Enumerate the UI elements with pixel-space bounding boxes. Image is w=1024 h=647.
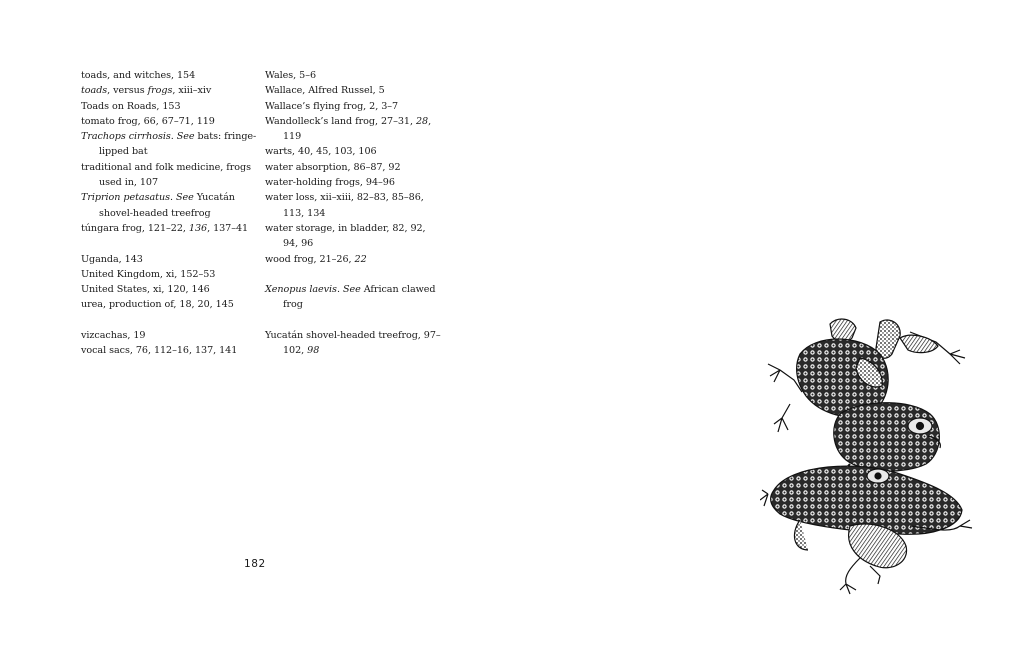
index-entry-text: water storage, in bladder, 82, 92, 94, 96 (265, 222, 426, 250)
index-entry (265, 221, 443, 252)
index-entry-text: 28 (415, 115, 429, 127)
index-entry-text: Yucatán shovel-headed treefrog (99, 192, 235, 219)
lowest-toad (840, 524, 907, 594)
index-entry-text: Wales, 5–6 (265, 70, 317, 81)
index-entry-text: traditional and folk medicine, frogs used in, 107 (81, 161, 251, 189)
index-entry-text: toads (81, 85, 108, 97)
index-column-left (81, 68, 259, 359)
index-entry (265, 83, 443, 98)
index-section-gap (265, 313, 443, 328)
index-entry (81, 267, 259, 282)
index-entry-text: Toads on Roads, 153 (81, 100, 181, 112)
index-section-gap (81, 313, 259, 328)
index-entry-text: . (170, 131, 177, 143)
index-entry-text: warts, 40, 45, 103, 106 (265, 146, 377, 158)
index-entry (81, 343, 259, 358)
index-section-gap (265, 267, 443, 282)
stacked-toads-illustration (760, 314, 974, 596)
index-entry-text: water absorption, 86–87, 92 (265, 161, 401, 173)
index-entry-text: 22 (354, 253, 367, 265)
index-entry-text: , xiii–xiv (172, 85, 212, 97)
index-entry-text: . (169, 192, 176, 204)
index-entry (265, 114, 443, 145)
page-number: 182 (244, 558, 266, 570)
index-entry-text: Triprion petasatus (81, 192, 170, 204)
index-entry (81, 221, 259, 236)
index-entry (81, 190, 259, 221)
index-entry-text: Wandolleck’s land frog, 27–31, (265, 115, 416, 127)
index-entry-text: United Kingdom, xi, 152–53 (81, 268, 216, 280)
index-entry (81, 160, 259, 191)
index-entry-text: bats: fringe-lipped bat (99, 131, 257, 158)
index-entry (81, 328, 259, 343)
index-entry-text: See (175, 192, 194, 204)
index-entry-text: toads, and witches, 154 (81, 70, 196, 81)
index-entry-text: water-holding frogs, 94–96 (265, 177, 395, 189)
index-entry-text: túngara frog, 121–22, (81, 222, 189, 234)
index-entry-text: , 137–41 (207, 222, 249, 234)
index-entry-text: urea, production of, 18, 20, 145 (81, 299, 234, 311)
index-entry (81, 282, 259, 297)
index-entry (265, 160, 443, 175)
index-entry-text: See (176, 131, 195, 143)
index-entry-text: Uganda, 143 (81, 253, 143, 265)
index-entry-text: Wallace, Alfred Russel, 5 (265, 85, 385, 97)
index-entry (265, 282, 443, 313)
index-entry (81, 252, 259, 267)
index-entry-text: African clawed frog (283, 284, 436, 311)
index-entry (81, 83, 259, 98)
index-column-right (265, 68, 443, 359)
index-entry (265, 175, 443, 190)
index-entry-text: Yucatán shovel-headed treefrog, 97–102, (265, 330, 441, 357)
index-entry-text: frogs (147, 85, 173, 97)
index-entry-text: , 119 (283, 115, 432, 143)
index-entry (81, 129, 259, 160)
index-entry (265, 99, 443, 114)
index-section-gap (81, 236, 259, 251)
index-entry-text: Trachops cirrhosis (81, 131, 171, 143)
index-entry (81, 68, 259, 83)
index-entry-text: See (342, 284, 361, 296)
index-entry-text: tomato frog, 66, 67–71, 119 (81, 115, 215, 127)
index-entry (265, 252, 443, 267)
index-entry-text: wood frog, 21–26, (265, 253, 355, 265)
index-entry (265, 328, 443, 359)
index-entry-text: vocal sacs, 76, 112–16, 137, 141 (81, 345, 238, 357)
index-entry-text: vizcachas, 19 (81, 330, 146, 342)
index-entry-text: United States, xi, 120, 146 (81, 284, 210, 296)
index-entry-text: water loss, xii–xiii, 82–83, 85–86, 113, 134 (265, 192, 424, 219)
index-entry (81, 114, 259, 129)
index-entry (265, 68, 443, 83)
index-entry (265, 144, 443, 159)
index-entry-text: 98 (307, 345, 320, 357)
index-entry-text: . (336, 284, 343, 296)
index-entry-text: , versus (107, 85, 148, 97)
index-entry (265, 190, 443, 221)
index-entry-text: 136 (188, 222, 208, 234)
index-entry (81, 99, 259, 114)
index-entry-text: Wallace’s flying frog, 2, 3–7 (265, 100, 399, 112)
index-entry-text: Xenopus laevis (265, 284, 337, 296)
index-entry (81, 297, 259, 312)
